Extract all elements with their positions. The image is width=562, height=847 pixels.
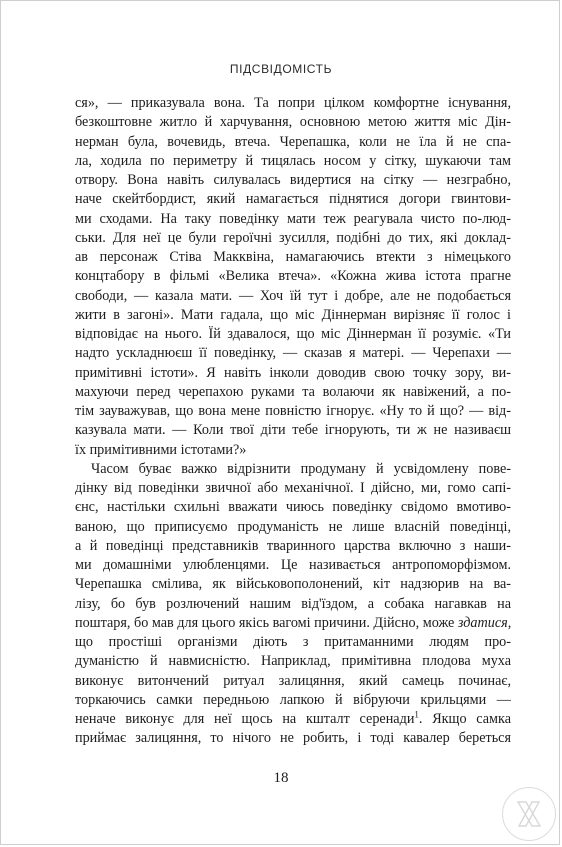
text-fragment: неначе виконує для неї щось на кшталт серенади <box>75 711 415 727</box>
text-line: ми домашніми улюбленцями. Це називається антропоморфізмом. <box>75 557 511 573</box>
text-line: дінку від поведінки звичної або механічної. І дійсно, ми, гомо сапі- <box>75 480 511 496</box>
text-line: примітивні істоти». Я навіть інколи доводив свою точку зору, ви- <box>75 364 511 381</box>
text-line: поштаря, бо мав для цього якісь вагомі причини. Дійсно, може здатися, <box>75 614 512 631</box>
text-line: приймає залицяння, то нічого не робить, і тоді кавалер береться <box>75 730 511 747</box>
text-line: жити в загоні». Мати гадала, що міс Діннерман вирізняє її голос і <box>75 306 511 323</box>
text-line: їх примітивними істотами?» <box>75 441 247 458</box>
text-line: отвору. Вона навіть силувалась видертися на сітку — незграбно, <box>75 172 511 188</box>
text-fragment: Якщо самка <box>432 711 511 727</box>
watermark-logo <box>502 787 556 841</box>
x-logo-icon <box>512 797 546 831</box>
text-line: концтабору в фільмі «Велика втеча». «Кожна жива істота прагне <box>75 268 511 285</box>
text-line: Черепашка смілива, як військовополонений, кіт надзюрив на ва- <box>75 576 511 593</box>
text-line: казувала мати. — Коли твої діти тебе ігнорують, ти ж не називаєш <box>75 422 511 439</box>
text-line-with-footnote: неначе виконує для неї щось на кшталт серенади$^1$. Якщо самка <box>75 709 511 727</box>
text-line: ваною, що приписуємо продуманість не лише власній поведінці, <box>75 518 511 535</box>
text-line: лізу, бо був розлючений нашим від'їздом, а собака нагавкав на <box>75 595 511 612</box>
text-line: надто ускладнюєш її поведінку, — сказав я матері. — Черепахи — <box>75 345 511 362</box>
emphasis: здатися <box>457 614 508 631</box>
text-line: ськи. Для неї це були героїчні зусилля, подібні до тих, які доклад- <box>75 229 511 246</box>
text-line: тім зауважував, що вона мене повністю ігнорує. «Ну то й що? — від- <box>75 403 511 419</box>
text-line: ла, ходила по периметру й тицялась носом у сітку, шукаючи там <box>75 152 511 169</box>
text-line: що простіші організми діють з притаманними людям про- <box>75 634 511 650</box>
text-line: а й поведінці представників тваринного царства включно з наши- <box>75 537 511 554</box>
text-line: єнс, настільки схильні вважати чиюсь поведінку свідомо вмотиво- <box>75 499 511 516</box>
text-line: нерман була, вочевидь, втеча. Черепашка, коли не їла й не спа- <box>75 133 511 150</box>
text-line: думаністю й навмисністю. Наприклад, примітивна плодова муха <box>75 653 511 670</box>
text-line: відповідає на нього. Їй здавалося, що міс Діннерман її розуміє. «Ти <box>75 326 511 342</box>
text-line: ми сходами. На таку поведінку мати теж реагувала чисто по-люд- <box>75 210 511 227</box>
page-number: 18 <box>273 770 289 786</box>
text-line: безкоштовне житло й харчування, основною метою життя міс Дін- <box>75 114 511 131</box>
text-line: свободи, — казала мати. — Хоч їй тут і добре, але не подобається <box>75 287 511 304</box>
text-line: виконує витончений ритуал залицяння, який самець починає, <box>75 672 511 689</box>
running-title: ПІДСВІДОМІСТЬ <box>229 62 333 76</box>
text-line: Часом буває важко відрізнити продуману й усвідомлену пове- <box>91 460 511 477</box>
text-line: ав персонаж Стіва Макквіна, намагаючись втекти з німецького <box>75 249 511 265</box>
text-line: торкаючись самки передньою лапкою й вібруючи крильцями — <box>75 691 511 708</box>
footnote-reference[interactable]: 1 <box>414 709 419 720</box>
text-line: ся», — приказувала вона. Та попри цілком комфортне існування, <box>75 95 511 111</box>
body-text <box>75 94 511 749</box>
text-line: наче скейтбордист, який намагається піднятися догори гвинтови- <box>75 191 511 208</box>
text-line: махуючи перед черепахою руками та волаючи як навіжений, а по- <box>75 383 511 400</box>
